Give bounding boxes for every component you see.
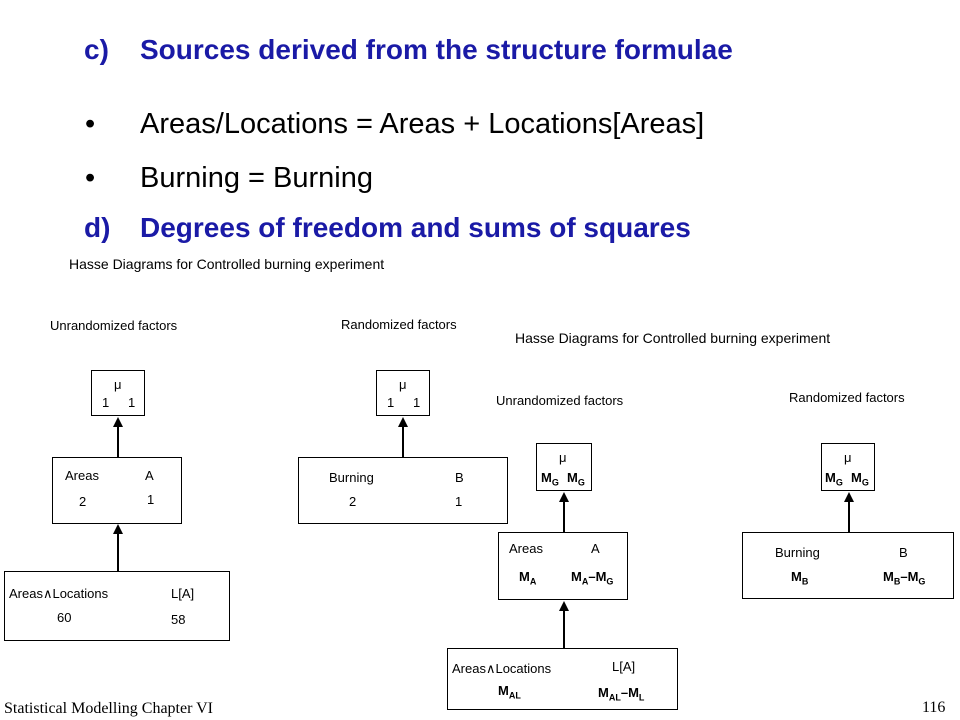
ss-left: $M_A$	[519, 569, 537, 587]
left-rand-burning-box	[298, 457, 508, 524]
heading-c-text: Sources derived from the structure formulae	[140, 34, 733, 65]
factor-name: Areas∧Locations	[9, 586, 109, 601]
right-rand-mu-box	[821, 443, 875, 491]
factor-code: A	[591, 541, 600, 556]
df-right: 1	[147, 492, 155, 507]
right-unrand-areas-box	[498, 532, 628, 600]
df-right: 1	[455, 494, 463, 509]
left-randomized-label: Randomized factors	[341, 317, 457, 332]
heading-c	[84, 34, 733, 66]
bullet-burning	[85, 162, 905, 198]
df-left: 1	[102, 395, 110, 410]
df-right: 1	[413, 395, 421, 410]
factor-name: Burning	[775, 545, 820, 560]
factor-code: A	[145, 468, 154, 483]
footer-left: Statistical Modelling Chapter VI	[4, 700, 214, 717]
left-unrand-connector-2	[117, 534, 119, 571]
right-unrand-connector-1	[563, 502, 565, 532]
factor-name: Burning	[329, 470, 374, 485]
df-right: 58	[171, 612, 186, 627]
arrow-up-icon	[113, 417, 123, 427]
left-unrand-areas-box	[52, 457, 182, 524]
left-rand-connector-1	[402, 427, 404, 457]
df-right: 1	[128, 395, 136, 410]
ss-right: $M_G$	[851, 470, 869, 488]
factor-name: Areas∧Locations	[452, 661, 552, 676]
factor-code: L[A]	[612, 659, 636, 674]
ss-left: $M_G$	[825, 470, 843, 488]
df-left: 1	[387, 395, 395, 410]
df-left: 2	[349, 494, 357, 509]
right-randomized-label: Randomized factors	[789, 390, 905, 405]
right-unrand-locations-box	[447, 648, 678, 710]
left-unrandomized-label: Unrandomized factors	[50, 318, 178, 333]
arrow-up-icon	[844, 492, 854, 502]
factor-name: Areas	[65, 468, 99, 483]
mu-symbol: μ	[399, 377, 407, 392]
page-number: 116	[922, 699, 946, 716]
left-unrand-connector-1	[117, 427, 119, 457]
arrow-up-icon	[398, 417, 408, 427]
ss-left: $M_G$	[541, 470, 559, 488]
mu-symbol: μ	[559, 450, 567, 465]
arrow-up-icon	[113, 524, 123, 534]
ss-right: $M_A-M_G$	[571, 569, 614, 587]
right-diagram-title: Hasse Diagrams for Controlled burning experiment	[515, 330, 831, 346]
factor-code: B	[899, 545, 908, 560]
mu-symbol: μ	[114, 377, 122, 392]
factor-code: B	[455, 470, 464, 485]
heading-d-text: Degrees of freedom and sums of squares	[140, 212, 691, 243]
mu-symbol: μ	[844, 450, 852, 465]
left-diagram-title: Hasse Diagrams for Controlled burning experiment	[69, 256, 385, 272]
right-unrand-mu-box	[536, 443, 592, 491]
ss-left: $M_{AL}$	[498, 683, 521, 701]
left-unrand-mu-box	[91, 370, 145, 416]
right-rand-connector-1	[848, 502, 850, 532]
ss-right: $M_B-M_G$	[883, 569, 926, 587]
right-rand-burning-box	[742, 532, 954, 599]
df-left: 60	[57, 610, 72, 625]
arrow-up-icon	[559, 601, 569, 611]
bullet-dot: •	[85, 108, 96, 140]
right-unrandomized-label: Unrandomized factors	[496, 393, 624, 408]
heading-c-tag: c)	[84, 34, 109, 65]
factor-code: L[A]	[171, 586, 195, 601]
heading-d-tag: d)	[84, 212, 111, 243]
bullet-areas-locations	[85, 108, 905, 144]
bullet-burning-text: Burning = Burning	[140, 162, 373, 194]
ss-left: $M_B$	[791, 569, 809, 587]
arrow-up-icon	[559, 492, 569, 502]
right-unrand-connector-2	[563, 611, 565, 648]
heading-d	[84, 212, 691, 244]
df-left: 2	[79, 494, 87, 509]
factor-name: Areas	[509, 541, 543, 556]
ss-right: $M_G$	[567, 470, 585, 488]
left-unrand-locations-box	[4, 571, 230, 641]
bullet-dot: •	[85, 162, 96, 194]
left-rand-mu-box	[376, 370, 430, 416]
ss-right: $M_{AL}-M_L$	[598, 685, 645, 703]
bullet-areas-locations-text: Areas/Locations = Areas + Locations[Areas]	[140, 108, 705, 140]
